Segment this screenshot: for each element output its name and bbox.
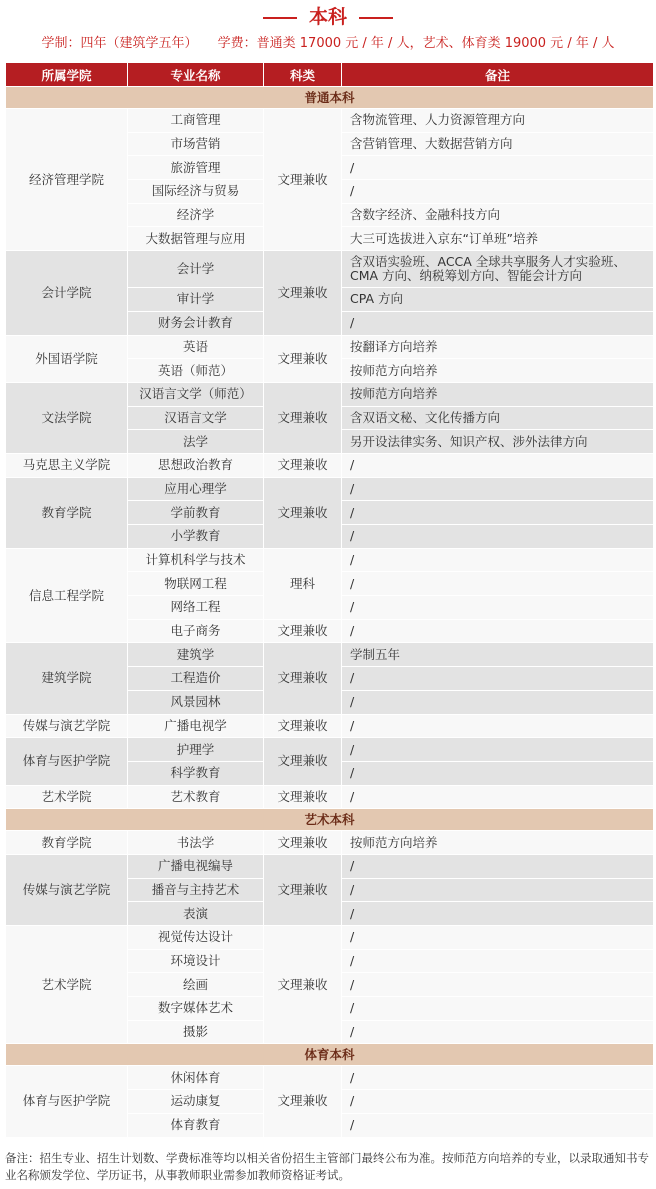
major-cell: 摄影 <box>128 1020 264 1044</box>
category-cell: 理科 <box>264 548 342 619</box>
table-row <box>6 251 654 288</box>
category-cell: 文理兼收 <box>264 643 342 714</box>
remarks-cell: / <box>342 926 654 950</box>
college-cell: 艺术学院 <box>6 926 128 1044</box>
table-row <box>6 109 654 133</box>
major-cell: 书法学 <box>128 831 264 855</box>
table-body <box>6 87 654 1138</box>
major-cell: 视觉传达设计 <box>128 926 264 950</box>
remarks-cell: 按师范方向培养 <box>342 359 654 383</box>
majors-table <box>5 62 654 1138</box>
table-header-row <box>6 63 654 87</box>
category-cell: 文理兼收 <box>264 926 342 1044</box>
page-title <box>0 4 656 30</box>
category-cell: 文理兼收 <box>264 251 342 335</box>
remarks-cell: / <box>342 572 654 596</box>
major-cell: 广播电视学 <box>128 714 264 738</box>
table-row <box>6 335 654 359</box>
table-row <box>6 453 654 477</box>
major-cell: 法学 <box>128 430 264 454</box>
category-cell: 文理兼收 <box>264 477 342 548</box>
major-cell: 学前教育 <box>128 501 264 525</box>
college-cell: 教育学院 <box>6 477 128 548</box>
major-cell: 建筑学 <box>128 643 264 667</box>
remarks-cell: / <box>342 1090 654 1114</box>
remarks-cell: 按师范方向培养 <box>342 831 654 855</box>
major-cell: 审计学 <box>128 288 264 312</box>
major-cell: 休闲体育 <box>128 1066 264 1090</box>
remarks-cell: 含双语文秘、文化传播方向 <box>342 406 654 430</box>
table-row <box>6 477 654 501</box>
remarks-cell: / <box>342 902 654 926</box>
major-cell: 计算机科学与技术 <box>128 548 264 572</box>
category-cell: 文理兼收 <box>264 109 342 251</box>
table-row <box>6 926 654 950</box>
table-row <box>6 738 654 762</box>
remarks-cell: / <box>342 1020 654 1044</box>
major-cell: 艺术教育 <box>128 785 264 809</box>
category-cell: 文理兼收 <box>264 453 342 477</box>
remarks-cell: / <box>342 180 654 204</box>
remarks-cell: / <box>342 548 654 572</box>
college-cell: 文法学院 <box>6 382 128 453</box>
remarks-cell: 含双语实验班、ACCA 全球共享服务人才实验班、CMA 方向、纳税筹划方向、智能会计方向 <box>342 251 654 288</box>
college-cell: 外国语学院 <box>6 335 128 382</box>
remarks-cell: 按翻译方向培养 <box>342 335 654 359</box>
remarks-cell: / <box>342 477 654 501</box>
remarks-cell: / <box>342 761 654 785</box>
college-cell: 体育与医护学院 <box>6 738 128 785</box>
remarks-cell: / <box>342 854 654 878</box>
major-cell: 市场营销 <box>128 132 264 156</box>
major-cell: 电子商务 <box>128 619 264 643</box>
remarks-cell: / <box>342 878 654 902</box>
title-left-rule <box>263 17 297 19</box>
section-row <box>6 1044 654 1066</box>
remarks-cell: / <box>342 949 654 973</box>
remarks-cell: / <box>342 525 654 549</box>
title-text: 本科 <box>308 6 347 28</box>
remarks-cell: / <box>342 501 654 525</box>
remarks-cell: 大三可选拔进入京东“订单班”培养 <box>342 227 654 251</box>
remarks-cell: 含数字经济、金融科技方向 <box>342 203 654 227</box>
major-cell: 英语 <box>128 335 264 359</box>
major-cell: 工程造价 <box>128 667 264 691</box>
section-title: 普通本科 <box>6 87 654 109</box>
remarks-cell: 学制五年 <box>342 643 654 667</box>
major-cell: 播音与主持艺术 <box>128 878 264 902</box>
schooling-text: 学制：四年（建筑学五年） <box>41 36 198 51</box>
category-cell: 文理兼收 <box>264 1066 342 1137</box>
remarks-cell: / <box>342 453 654 477</box>
subtitle <box>0 35 656 53</box>
major-cell: 风景园林 <box>128 690 264 714</box>
major-cell: 护理学 <box>128 738 264 762</box>
table-row <box>6 785 654 809</box>
header-major: 专业名称 <box>128 63 264 87</box>
remarks-cell: CPA 方向 <box>342 288 654 312</box>
remarks-cell: / <box>342 156 654 180</box>
fees-text: 学费：普通类 17000 元 / 年 / 人，艺术、体育类 19000 元 / 年 / 人 <box>217 36 615 51</box>
category-cell: 文理兼收 <box>264 738 342 785</box>
major-cell: 科学教育 <box>128 761 264 785</box>
major-cell: 运动康复 <box>128 1090 264 1114</box>
remarks-cell: / <box>342 997 654 1021</box>
remarks-cell: / <box>342 785 654 809</box>
major-cell: 环境设计 <box>128 949 264 973</box>
major-cell: 思想政治教育 <box>128 453 264 477</box>
table-row <box>6 714 654 738</box>
remarks-cell: / <box>342 667 654 691</box>
major-cell: 广播电视编导 <box>128 854 264 878</box>
remarks-cell: / <box>342 619 654 643</box>
major-cell: 财务会计教育 <box>128 311 264 335</box>
remarks-cell: / <box>342 973 654 997</box>
major-cell: 绘画 <box>128 973 264 997</box>
remarks-cell: / <box>342 1066 654 1090</box>
major-cell: 大数据管理与应用 <box>128 227 264 251</box>
remarks-cell: 按师范方向培养 <box>342 382 654 406</box>
major-cell: 应用心理学 <box>128 477 264 501</box>
major-cell: 汉语言文学（师范） <box>128 382 264 406</box>
category-cell: 文理兼收 <box>264 785 342 809</box>
major-cell: 经济学 <box>128 203 264 227</box>
table-row <box>6 1066 654 1090</box>
major-cell: 表演 <box>128 902 264 926</box>
college-cell: 信息工程学院 <box>6 548 128 643</box>
table-row <box>6 548 654 572</box>
remarks-cell: 另开设法律实务、知识产权、涉外法律方向 <box>342 430 654 454</box>
college-cell: 传媒与演艺学院 <box>6 854 128 925</box>
header-college: 所属学院 <box>6 63 128 87</box>
title-right-rule <box>359 17 393 19</box>
remarks-cell: / <box>342 690 654 714</box>
section-row <box>6 809 654 831</box>
remarks-cell: / <box>342 738 654 762</box>
major-cell: 会计学 <box>128 251 264 288</box>
college-cell: 建筑学院 <box>6 643 128 714</box>
header-remarks: 备注 <box>342 63 654 87</box>
table-row <box>6 831 654 855</box>
remarks-cell: / <box>342 714 654 738</box>
major-cell: 小学教育 <box>128 525 264 549</box>
major-cell: 工商管理 <box>128 109 264 133</box>
section-title: 艺术本科 <box>6 809 654 831</box>
major-cell: 汉语言文学 <box>128 406 264 430</box>
college-cell: 传媒与演艺学院 <box>6 714 128 738</box>
footnote: 备注：招生专业、招生计划数、学费标准等均以相关省份招生主管部门最终公布为准。按师范方向培养的专业，以录取通知书专业名称颁发学位、学历证书，从事教师职业需参加教师资格证考试。 <box>5 1151 649 1182</box>
college-cell: 会计学院 <box>6 251 128 335</box>
remarks-cell: / <box>342 311 654 335</box>
college-cell: 教育学院 <box>6 831 128 855</box>
table-row <box>6 643 654 667</box>
category-cell: 文理兼收 <box>264 335 342 382</box>
table-row <box>6 854 654 878</box>
category-cell: 文理兼收 <box>264 619 342 643</box>
major-cell: 国际经济与贸易 <box>128 180 264 204</box>
table-row <box>6 382 654 406</box>
college-cell: 经济管理学院 <box>6 109 128 251</box>
remarks-cell: 含物流管理、人力资源管理方向 <box>342 109 654 133</box>
category-cell: 文理兼收 <box>264 831 342 855</box>
header-category: 科类 <box>264 63 342 87</box>
major-cell: 物联网工程 <box>128 572 264 596</box>
major-cell: 体育教育 <box>128 1113 264 1137</box>
major-cell: 数字媒体艺术 <box>128 997 264 1021</box>
college-cell: 马克思主义学院 <box>6 453 128 477</box>
section-title: 体育本科 <box>6 1044 654 1066</box>
college-cell: 艺术学院 <box>6 785 128 809</box>
major-cell: 英语（师范） <box>128 359 264 383</box>
college-cell: 体育与医护学院 <box>6 1066 128 1137</box>
remarks-cell: 含营销管理、大数据营销方向 <box>342 132 654 156</box>
remarks-cell: / <box>342 1113 654 1137</box>
section-row <box>6 87 654 109</box>
category-cell: 文理兼收 <box>264 714 342 738</box>
category-cell: 文理兼收 <box>264 854 342 925</box>
major-cell: 网络工程 <box>128 596 264 620</box>
remarks-cell: / <box>342 596 654 620</box>
major-cell: 旅游管理 <box>128 156 264 180</box>
category-cell: 文理兼收 <box>264 382 342 453</box>
